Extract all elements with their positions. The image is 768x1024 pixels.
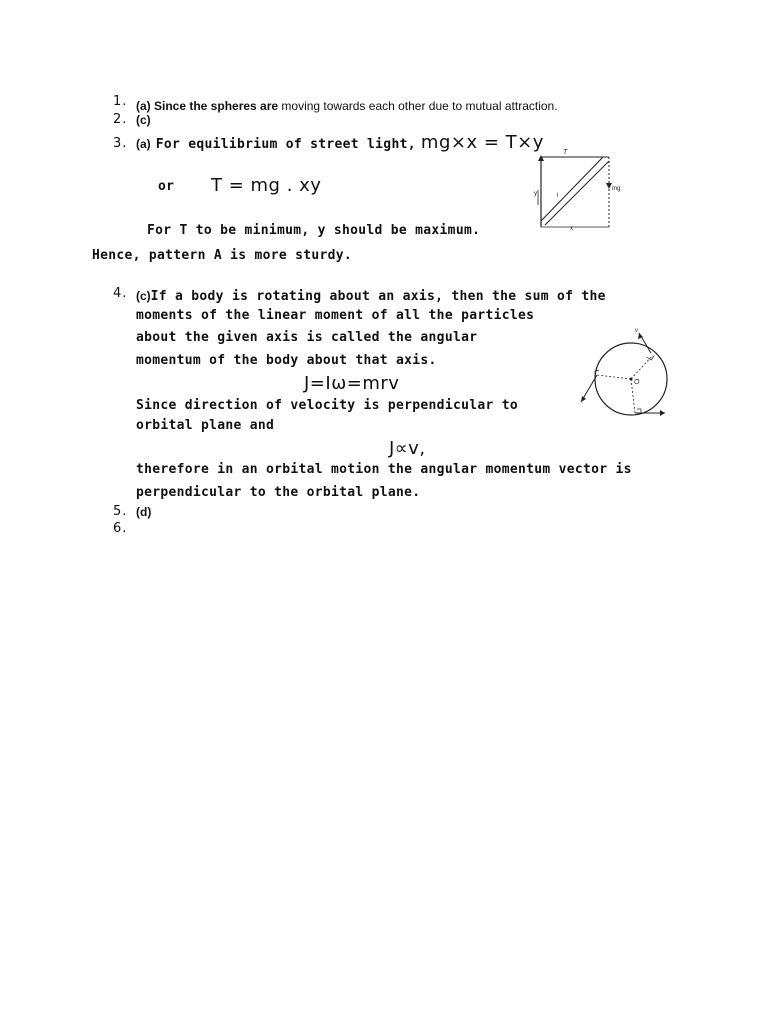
answer-4-prefix: (c): [136, 289, 151, 303]
answer-5: (d): [136, 505, 152, 519]
answer-4-line8: perpendicular to the orbital plane.: [136, 485, 421, 500]
answer-4-line2: moments of the linear moment of all the particles: [136, 308, 535, 323]
answer-4-text-1: If a body is rotating about an axis, then the sum of the: [150, 289, 606, 304]
list-number-2: 2.: [113, 112, 128, 127]
fig1-label-l: l: [557, 193, 559, 199]
equation-tension: T = mg . xy: [211, 175, 322, 196]
list-number-5: 5.: [113, 504, 128, 519]
answer-4-line3: about the given axis is called the angular: [136, 330, 478, 345]
answer-3-line4: Hence, pattern A is more sturdy.: [92, 248, 353, 263]
or-label: or: [158, 179, 175, 194]
answer-4-line6: orbital plane and: [136, 418, 275, 433]
answer-2: (c): [136, 113, 151, 127]
answer-1: [136, 95, 558, 114]
answer-3-line1: [136, 132, 544, 153]
equation-angular-momentum: J=Iω=mrv: [304, 373, 400, 394]
fig1-label-y: y: [534, 191, 537, 197]
answer-4-line5: Since direction of velocity is perpendicular to: [136, 398, 518, 413]
answer-3-prefix: (a): [136, 137, 151, 151]
fig1-label-t: T: [563, 149, 568, 156]
equation-equilibrium: mg×x = T×y: [420, 132, 544, 153]
answer-1-prefix: (a) Since the spheres are: [136, 99, 279, 113]
fig1-label-x: x: [570, 226, 573, 232]
answer-3-line3: For T to be minimum, y should be maximum.: [147, 223, 481, 238]
equation-proportional: J∝v,: [389, 438, 426, 459]
street-light-diagram: [530, 145, 621, 232]
list-number-1: 1.: [113, 94, 128, 109]
answer-3-text: For equilibrium of street light,: [155, 137, 416, 152]
rotation-diagram: [575, 325, 675, 420]
list-number-3: 3.: [113, 136, 128, 151]
list-number-6: 6.: [113, 521, 128, 536]
list-number-4: 4.: [113, 286, 128, 301]
fig1-label-mg: mg: [612, 186, 621, 192]
fig2-label-v: v: [635, 328, 638, 334]
fig2-label-o: O: [634, 379, 640, 386]
answer-1-text: moving towards each other due to mutual attraction.: [278, 99, 558, 113]
answer-4-line1: [136, 285, 606, 304]
answer-4-line4: momentum of the body about that axis.: [136, 353, 437, 368]
answer-4-line7: therefore in an orbital motion the angular momentum vector is: [136, 462, 632, 477]
